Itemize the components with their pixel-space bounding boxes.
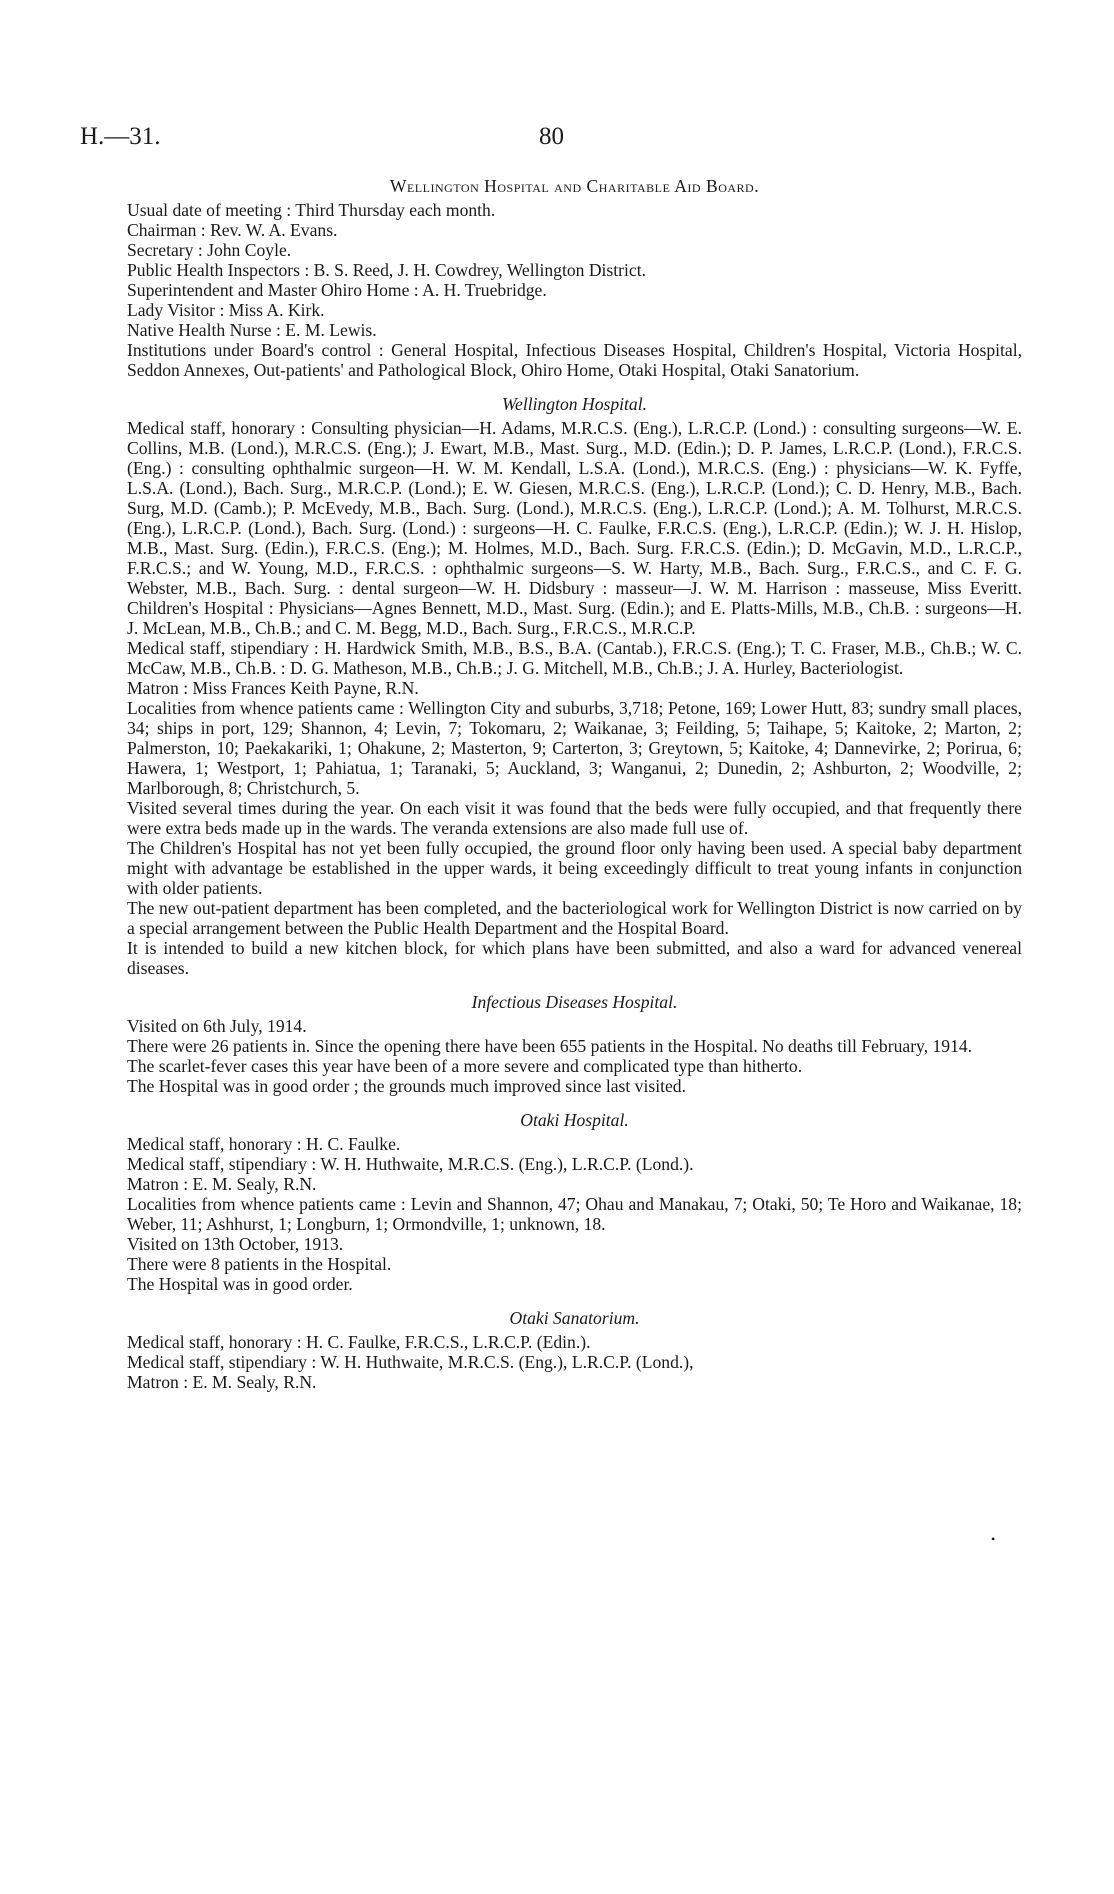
page-number: 80: [539, 123, 564, 150]
paragraph: There were 8 patients in the Hospital.: [127, 1254, 392, 1274]
paragraph: Medical staff, honorary : Consulting physician—H. Adams, M.R.C.S. (Eng.), L.R.C.P. (Lond.) : consulting surgeons—W. E. Collins, M.B. (Lond.), M.R.C.S. (Eng.); J. Ewart, M.B., Mast. Surg., M.D. (Edin.); D. P. James, L.R.C.P. (Lond.), F.R.C.S. (Eng.) : consulting ophthalmic surgeon—H. W. M. Kendall, L.S.A. (Lond.), M.R.C.S. (Eng.) : physicians—W. K. Fyffe, L.S.A. (Lond.), Bach. Surg., M.R.C.P. (Lond.); E. W. Giesen, M.R.C.S. (Eng.), L.R.C.P. (Lond.); C. D. Henry, M.B., Bach. Surg, M.D. (Camb.); P. McEvedy, M.B., Bach. Surg. (Lond.), M.R.C.S. (Eng.), L.R.C.P. (Lond.); A. M. Tolhurst, M.R.C.S. (Eng.), L.R.C.P. (Lond.), Bach. Surg. (Lond.) : surgeons—H. C. Faulke, F.R.C.S. (Eng.), L.R.C.P. (Edin.); W. J. H. Hislop, M.B., Mast. Surg. (Edin.), F.R.C.S. (Eng.); M. Holmes, M.D., Bach. Surg. F.R.C.S. (Edin.); D. McGavin, M.D., L.R.C.P., F.R.C.S.; and W. Young, M.D., F.R.C.S. : ophthalmic surgeons—S. W. Harty, M.B., Bach. Surg., F.R.C.S., and C. F. G. Webster, M.B., Bach. Surg. : dental surgeon—W. H. Didsbury : masseur—J. W. M. Harrison : masseuse, Miss Everitt. Children's Hospital : Physicians—Agnes Bennett, M.D., Mast. Surg. (Edin.); and E. Platts-Mills, M.B., Ch.B. : surgeons—H. J. McLean, M.B., Ch.B.; and C. M. Begg, M.D., Bach. Surg., F.R.C.S., M.R.C.P.: [127, 418, 1022, 638]
section-wellington: [127, 418, 1022, 978]
paragraph: The Hospital was in good order ; the grounds much improved since last visited.: [127, 1076, 686, 1096]
section-heading-infectious: Infectious Diseases Hospital.: [471, 992, 678, 1012]
paragraph: Visited on 13th October, 1913.: [127, 1234, 344, 1254]
paragraph: It is intended to build a new kitchen block, for which plans have been submitted, and also a ward for advanced venereal diseases.: [127, 938, 1022, 978]
section-otaki-sanatorium: [127, 1332, 1022, 1392]
paragraph: Medical staff, stipendiary : H. Hardwick Smith, M.B., B.S., B.A. (Cantab.), F.R.C.S. (Eng.); T. C. Fraser, M.B., Ch.B.; W. C. McCaw, M.B., Ch.B. : D. G. Matheson, M.B., Ch.B.; J. G. Mitchell, M.B., Ch.B.; J. A. Hurley, Bacteriologist.: [127, 638, 1022, 678]
section-infectious: [127, 1016, 1022, 1096]
board-title: Wellington Hospital and Charitable Aid Board.: [389, 176, 760, 196]
health-inspectors: Public Health Inspectors : B. S. Reed, J. H. Cowdrey, Wellington District.: [127, 260, 647, 280]
paragraph: The new out-patient department has been completed, and the bacteriological work for Wellington District is now carried on by a special arrangement between the Public Health Department and the Hospital Board.: [127, 898, 1022, 938]
superintendent: Superintendent and Master Ohiro Home : A. H. Truebridge.: [127, 280, 547, 300]
section-heading-otaki-sanatorium: Otaki Sanatorium.: [509, 1308, 640, 1328]
document-body: [127, 176, 1022, 1392]
ink-speck: •: [991, 1532, 996, 1546]
chairman: Chairman : Rev. W. A. Evans.: [127, 220, 338, 240]
paragraph: The Children's Hospital has not yet been fully occupied, the ground floor only having been used. A special baby department might with advantage be established in the upper wards, it being exceedingly difficult to treat young infants in conjunction with older patients.: [127, 838, 1022, 898]
native-health-nurse: Native Health Nurse : E. M. Lewis.: [127, 320, 377, 340]
paragraph: Visited several times during the year. On each visit it was found that the beds were fully occupied, and that frequently there were extra beds made up in the wards. The veranda extensions are also made full use of.: [127, 798, 1022, 838]
paragraph: Matron : E. M. Sealy, R.N.: [127, 1372, 317, 1392]
paragraph: Medical staff, honorary : H. C. Faulke.: [127, 1134, 401, 1154]
section-heading-otaki-hospital: Otaki Hospital.: [520, 1110, 629, 1130]
section-heading-wellington: Wellington Hospital.: [502, 394, 647, 414]
secretary: Secretary : John Coyle.: [127, 240, 292, 260]
paragraph: Matron : E. M. Sealy, R.N.: [127, 1174, 317, 1194]
paragraph: Medical staff, stipendiary : W. H. Huthwaite, M.R.C.S. (Eng.), L.R.C.P. (Lond.),: [127, 1352, 694, 1372]
section-otaki-hospital: [127, 1134, 1022, 1294]
paragraph: There were 26 patients in. Since the opening there have been 655 patients in the Hospital. No deaths till February, 1914.: [127, 1036, 973, 1056]
officials-list: [127, 200, 1022, 380]
paragraph: Medical staff, stipendiary : W. H. Huthwaite, M.R.C.S. (Eng.), L.R.C.P. (Lond.).: [127, 1154, 694, 1174]
paragraph: Matron : Miss Frances Keith Payne, R.N.: [127, 678, 419, 698]
paragraph: The Hospital was in good order.: [127, 1274, 353, 1294]
paragraph: Localities from whence patients came : Levin and Shannon, 47; Ohau and Manakau, 7; Otaki, 50; Te Horo and Waikanae, 18; Weber, 11; Ashhurst, 1; Longburn, 1; Ormondville, 1; unknown, 18.: [127, 1194, 1022, 1234]
paragraph: Localities from whence patients came : Wellington City and suburbs, 3,718; Petone, 169; Lower Hutt, 83; sundry small places, 34; ships in port, 129; Shannon, 4; Levin, 7; Tokomaru, 2; Waikanae, 3; Feilding, 5; Taihape, 5; Kaitoke, 2; Marton, 2; Palmerston, 10; Paekakariki, 1; Ohakune, 2; Masterton, 9; Carterton, 3; Greytown, 5; Kaitoke, 4; Dannevirke, 2; Porirua, 6; Hawera, 1; Westport, 1; Pahiatua, 1; Taranaki, 5; Auckland, 3; Wanganui, 2; Dunedin, 2; Ashburton, 2; Woodville, 2; Marlborough, 8; Christchurch, 5.: [127, 698, 1022, 798]
paragraph: The scarlet-fever cases this year have been of a more severe and complicated type than hitherto.: [127, 1056, 803, 1076]
meeting-date: Usual date of meeting : Third Thursday each month.: [127, 200, 496, 220]
series-number: H.—31.: [80, 123, 161, 150]
paragraph: Visited on 6th July, 1914.: [127, 1016, 307, 1036]
paragraph: Medical staff, honorary : H. C. Faulke, F.R.C.S., L.R.C.P. (Edin.).: [127, 1332, 591, 1352]
lady-visitor: Lady Visitor : Miss A. Kirk.: [127, 300, 325, 320]
institutions: Institutions under Board's control : General Hospital, Infectious Diseases Hospital, Children's Hospital, Victoria Hospital, Seddon Annexes, Out-patients' and Pathological Block, Ohiro Home, Otaki Hospital, Otaki Sanatorium.: [127, 340, 1022, 380]
